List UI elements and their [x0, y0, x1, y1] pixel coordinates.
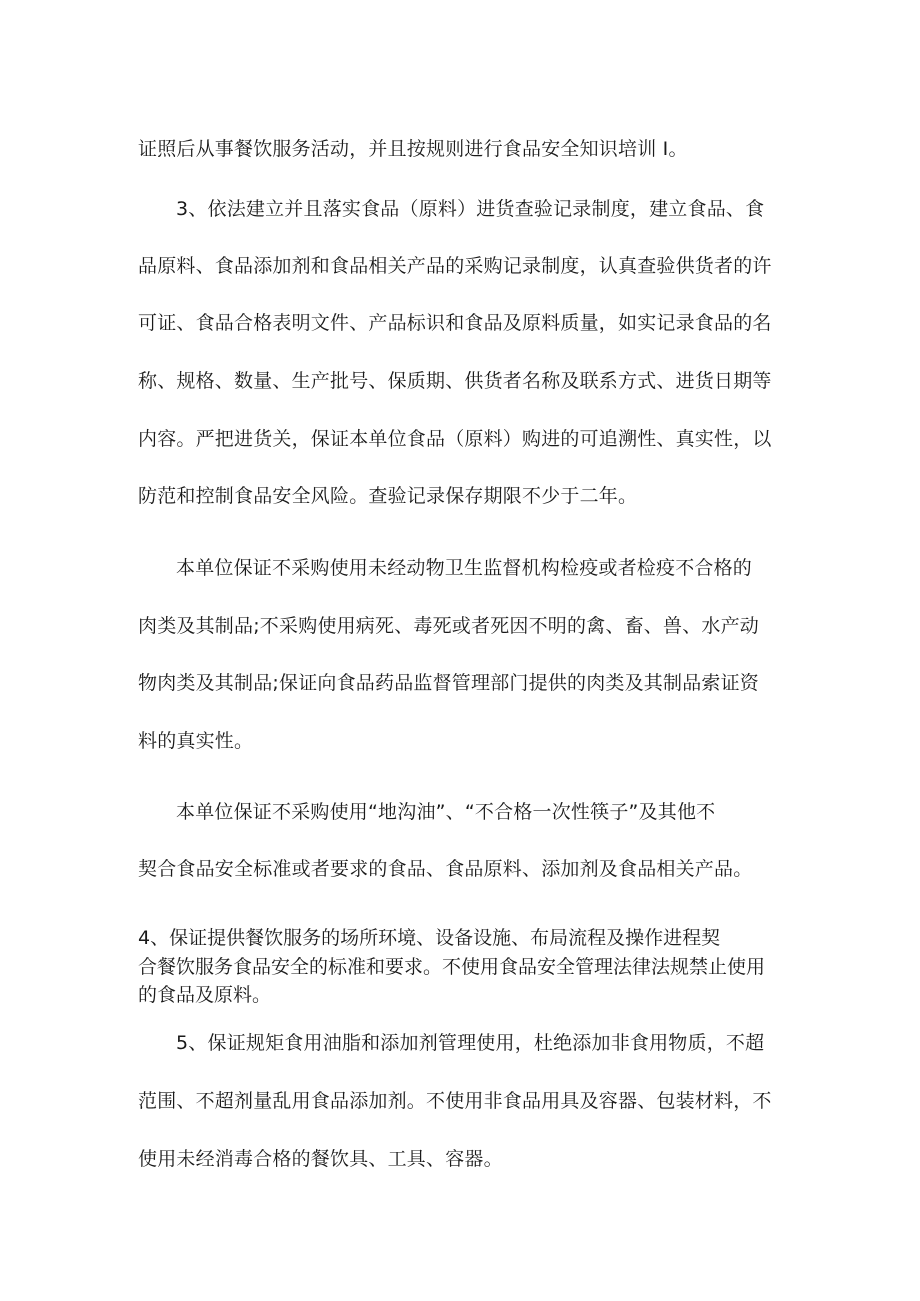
text-line-19: 使用未经消毒合格的餐饮具、工具、容器。 [138, 1148, 503, 1170]
text-line-10: 物肉类及其制品;保证向食品药品监督管理部门提供的肉类及其制品索证资 [138, 672, 760, 694]
text-line-7: 防范和控制食品安全风险。查验记录保存期限不少于二年。 [138, 485, 638, 507]
text-line-18: 范围、不超剂量乱用食品添加剂。不使用非食品用具及容器、包装材料，不 [138, 1090, 772, 1112]
text-line-1: 证照后从事餐饮服务活动，并且按规则进行食品安全知识培训 I。 [138, 138, 688, 160]
text-line-17: 5、保证规矩食用油脂和添加剂管理使用，杜绝添加非食用物质，不超 [176, 1032, 765, 1054]
text-line-16: 的食品及原料。 [138, 984, 272, 1006]
text-line-2: 3、依法建立并且落实食品（原料）进货查验记录制度，建立食品、食 [176, 198, 765, 220]
text-line-8: 本单位保证不采购使用未经动物卫生监督机构检疫或者检疫不合格的 [176, 557, 753, 579]
text-line-13: 契合食品安全标准或者要求的食品、食品原料、添加剂及食品相关产品。 [138, 858, 753, 880]
text-line-14: 4、保证提供餐饮服务的场所环境、设备设施、布局流程及操作进程契 [138, 927, 721, 949]
text-line-9: 肉类及其制品;不采购使用病死、毒死或者死因不明的禽、畜、兽、水产动 [138, 615, 760, 637]
text-line-3: 品原料、食品添加剂和食品相关产品的采购记录制度，认真查验供货者的许 [138, 255, 772, 277]
text-line-12: 本单位保证不采购使用“地沟油”、“不合格一次性筷子”及其他不 [176, 801, 716, 823]
text-line-11: 料的真实性。 [138, 730, 254, 752]
text-line-5: 称、规格、数量、生产批号、保质期、供货者名称及联系方式、进货日期等 [138, 370, 772, 392]
text-line-15: 合餐饮服务食品安全的标准和要求。不使用食品安全管理法律法规禁止使用 [138, 956, 766, 978]
text-line-6: 内容。严把进货关，保证本单位食品（原料）购进的可追溯性、真实性，以 [138, 428, 772, 450]
text-line-4: 可证、食品合格表明文件、产品标识和食品及原料质量，如实记录食品的名 [138, 312, 772, 334]
